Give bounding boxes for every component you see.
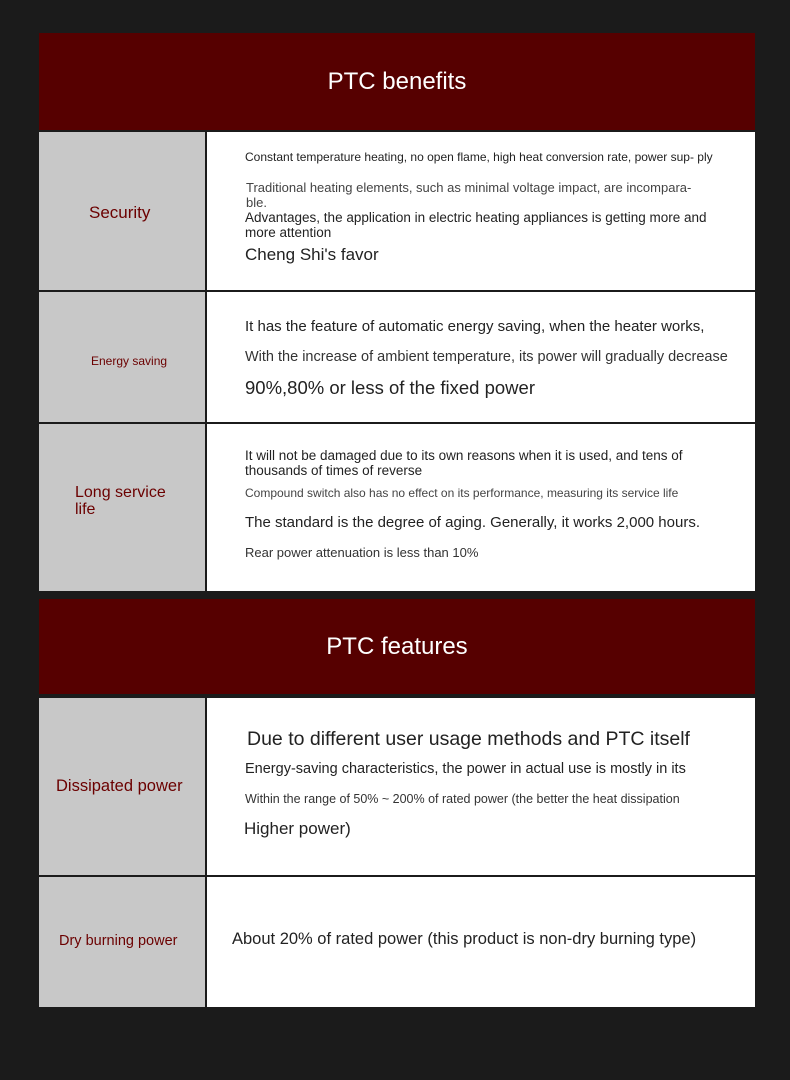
row-content-cell [207,877,755,1007]
features-banner [39,599,755,694]
benefit-row-long-service-life [39,424,755,591]
content-line: Energy-saving characteristics, the power in actual use is mostly in its [245,761,686,777]
content-line: Higher power) [244,819,351,838]
row-label-cell [39,698,207,875]
content-line: About 20% of rated power (this product is non-dry burning type) [232,930,697,948]
content-line: It has the feature of automatic energy saving, when the heater works, [245,318,705,335]
row-label: Dry burning power [59,933,178,949]
row-label-cell [39,877,207,1007]
content-line: Cheng Shi's favor [245,245,379,264]
content-line: Rear power attenuation is less than 10% [245,545,479,560]
benefits-banner [39,33,755,130]
content-line: Traditional heating elements, such as minimal voltage impact, are incompara- ble. [246,180,692,210]
row-label: Long service life [75,484,166,518]
content-line: Advantages, the application in electric heating appliances is getting more and more attention [245,210,707,240]
row-label: Energy saving [91,354,168,368]
row-content-cell [207,292,755,422]
row-content-cell [207,698,755,875]
benefits-title: PTC benefits [327,67,467,95]
content-line: Constant temperature heating, no open flame, high heat conversion rate, power sup- ply [245,150,713,164]
row-label-cell [39,132,207,290]
row-label-cell [39,424,207,591]
row-label: Dissipated power [56,777,183,795]
content-line: Compound switch also has no effect on its performance, measuring its service life [245,486,679,500]
row-label: Security [89,203,151,222]
row-content-cell [207,132,755,290]
row-label-cell [39,292,207,422]
features-title: PTC features [326,632,468,660]
feature-row-dry-burning-power [39,877,755,1007]
benefit-row-security [39,132,755,290]
content-line: Within the range of 50% ~ 200% of rated power (the better the heat dissipation [245,792,680,806]
benefit-row-energy-saving [39,292,755,422]
content-line: The standard is the degree of aging. Generally, it works 2,000 hours. [245,514,700,531]
content-line: 90%,80% or less of the fixed power [245,377,535,398]
feature-row-dissipated-power [39,698,755,875]
content-line: It will not be damaged due to its own reasons when it is used, and tens of thousands of times of reverse [245,448,683,478]
row-content-cell [207,424,755,591]
content-line: Due to different user usage methods and PTC itself [247,728,690,750]
content-line: With the increase of ambient temperature, its power will gradually decrease [245,349,728,365]
